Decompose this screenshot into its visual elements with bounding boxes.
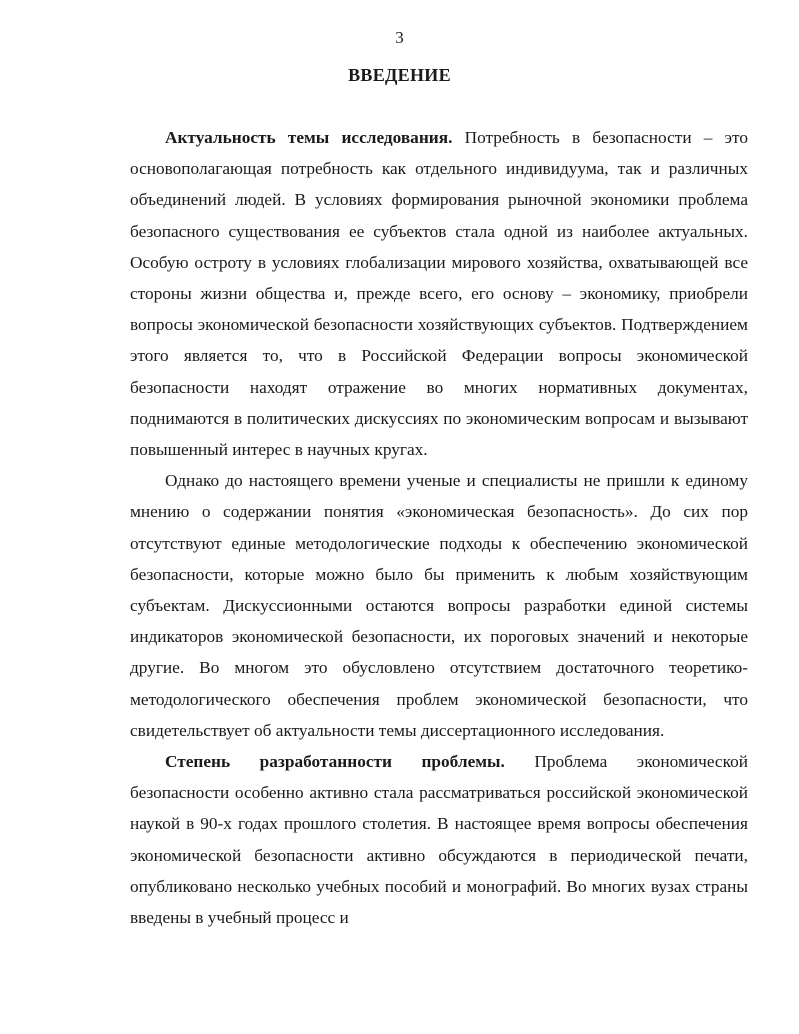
paragraph-text: Проблема экономической безопасности особенно активно стала рассматриваться российской экономической наукой в 90-х годах прошлого столетия. В настоящее время вопросы обеспечения экономической безопасности активно обсуждаются в периодической печати, опубликовано несколько учебных пособий и монографий. Во многих вузах страны введены в учебный процесс и — [130, 752, 748, 928]
paragraph-degree-of-development — [130, 746, 748, 933]
paragraph-text: Однако до настоящего времени ученые и специалисты не пришли к единому мнению о содержании понятия «экономическая безопасность». До сих пор отсутствуют единые методологические подходы к обеспечению экономической безопасности, которые можно было бы применить к любым хозяйствующим субъектам. Дискуссионными остаются вопросы разработки единой системы индикаторов экономической безопасности, их пороговых значений и некоторые другие. Во многом это обусловлено отсутствием достаточного теоретико-методологического обеспечения проблем экономической безопасности, что свидетельствует об актуальности темы диссертационного исследования. — [130, 471, 748, 740]
paragraph-text: Потребность в безопасности – это основополагающая потребность как отдельного индивидуума, так и различных объединений людей. В условиях формирования рыночной экономики проблема безопасного существования ее субъектов стала одной из наиболее актуальных. Особую остроту в условиях глобализации мирового хозяйства, охватывающей все стороны жизни общества и, прежде всего, его основу – экономику, приобрели вопросы экономической безопасности хозяйствующих субъектов. Подтверждением этого является то, что в Российской Федерации вопросы экономической безопасности находят отражение во многих нормативных документах, поднимаются в политических дискуссиях по экономическим вопросам и вызывают повышенный интерес в научных кругах. — [130, 128, 749, 460]
paragraph-relevance — [130, 122, 748, 465]
paragraph-lead: Актуальность темы исследования. — [165, 128, 453, 147]
paragraph-lead: Степень разработанности проблемы. — [165, 752, 505, 772]
paragraph-lack-of-consensus — [130, 465, 748, 746]
body-text — [130, 122, 748, 933]
page-number: 3 — [395, 28, 404, 47]
section-title: ВВЕДЕНИЕ — [348, 65, 451, 85]
